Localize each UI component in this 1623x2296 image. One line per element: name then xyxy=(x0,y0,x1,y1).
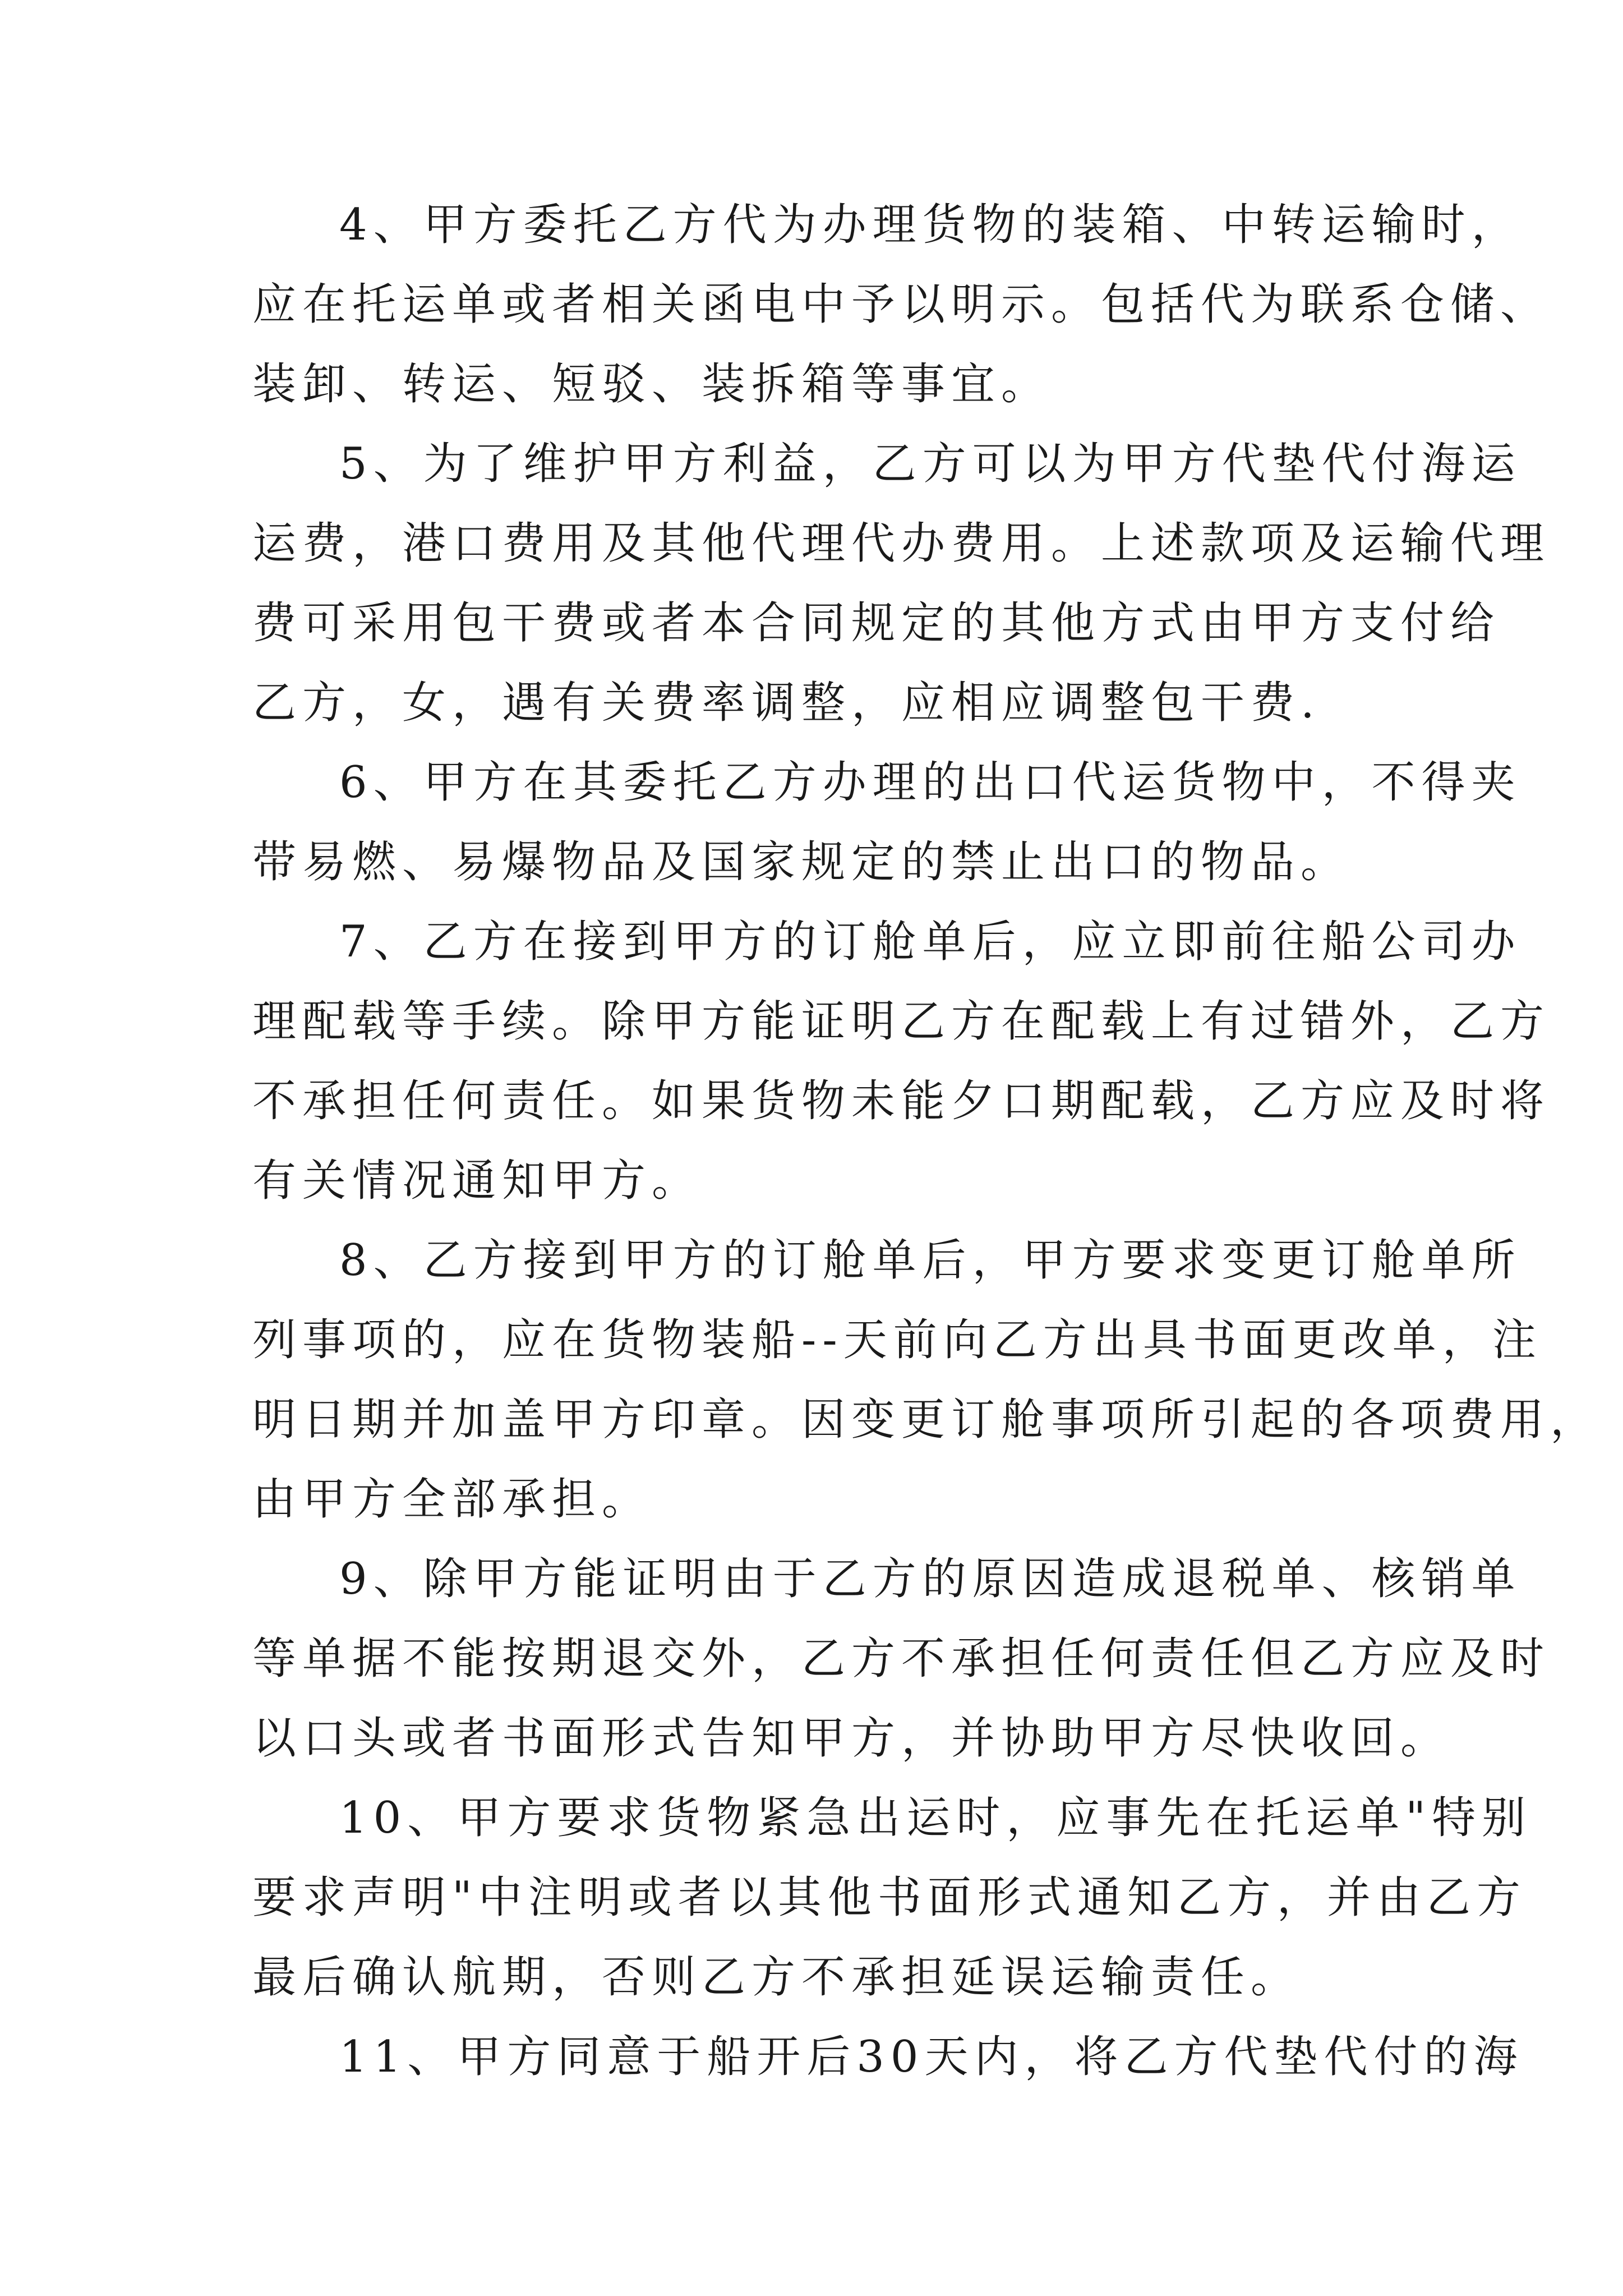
clause-10-line-2: 要求声明"中注明或者以其他书面形式通知乙方，并由乙方 xyxy=(252,1872,1527,1923)
clause-11-line-1: 11、甲方同意于船开后30天内，将乙方代垫代付的海 xyxy=(339,2032,1524,2082)
clause-5-line-3: 费可采用包干费或者本合同规定的其他方式由甲方支付给 xyxy=(252,598,1501,648)
clause-6-line-1: 6、甲方在其委托乙方办理的出口代运货物中，不得夹 xyxy=(339,757,1521,808)
clause-10-line-1: 10、甲方要求货物紧急出运时，应事先在托运单"特别 xyxy=(339,1793,1532,1843)
clause-5-line-2: 运费，港口费用及其他代理代办费用。上述款项及运输代理 xyxy=(252,518,1551,569)
clause-4-line-1: 4、甲方委托乙方代为办理货物的装箱、中转运输时， xyxy=(339,200,1521,250)
clause-8-line-2: 列事项的，应在货物装船--天前向乙方出具书面更改单，注 xyxy=(252,1315,1542,1365)
clause-8-line-4: 由甲方全部承担。 xyxy=(252,1474,652,1525)
clause-7-line-4: 有关情况通知甲方。 xyxy=(252,1156,702,1206)
clause-7-line-1: 7、乙方在接到甲方的订舱单后，应立即前往船公司办 xyxy=(339,917,1521,967)
clause-7-line-2: 理配载等手续。除甲方能证明乙方在配载上有过错外，乙方 xyxy=(252,996,1551,1047)
clause-9-line-1: 9、除甲方能证明由于乙方的原因造成退税单、核销单 xyxy=(339,1554,1521,1604)
clause-5-line-1: 5、为了维护甲方利益，乙方可以为甲方代垫代付海运 xyxy=(339,439,1521,489)
clause-9-line-3: 以口头或者书面形式告知甲方，并协助甲方尽快收回。 xyxy=(252,1713,1451,1764)
clause-9-line-2: 等单据不能按期退交外，乙方不承担任何责任但乙方应及时 xyxy=(252,1634,1551,1684)
clause-7-line-3: 不承担任何责任。如果货物未能夕口期配载，乙方应及时将 xyxy=(252,1076,1551,1126)
clause-4-line-3: 装卸、转运、短驳、装拆箱等事宜。 xyxy=(252,359,1052,409)
clause-8-line-3: 明日期并加盖甲方印章。因变更订舱事项所引起的各项费用， xyxy=(252,1395,1601,1445)
clause-8-line-1: 8、乙方接到甲方的订舱单后，甲方要求变更订舱单所 xyxy=(339,1235,1521,1286)
clause-6-line-2: 带易燃、易爆物品及国家规定的禁止出口的物品。 xyxy=(252,837,1351,887)
contract-clauses xyxy=(252,185,1601,2097)
clause-5-line-4: 乙方，女，遇有关费率调整，应相应调整包干费. xyxy=(252,678,1321,728)
clause-10-line-3: 最后确认航期，否则乙方不承担延误运输责任。 xyxy=(252,1952,1301,2003)
clause-4-line-2: 应在托运单或者相关函电中予以明示。包括代为联系仓储、 xyxy=(252,279,1551,330)
